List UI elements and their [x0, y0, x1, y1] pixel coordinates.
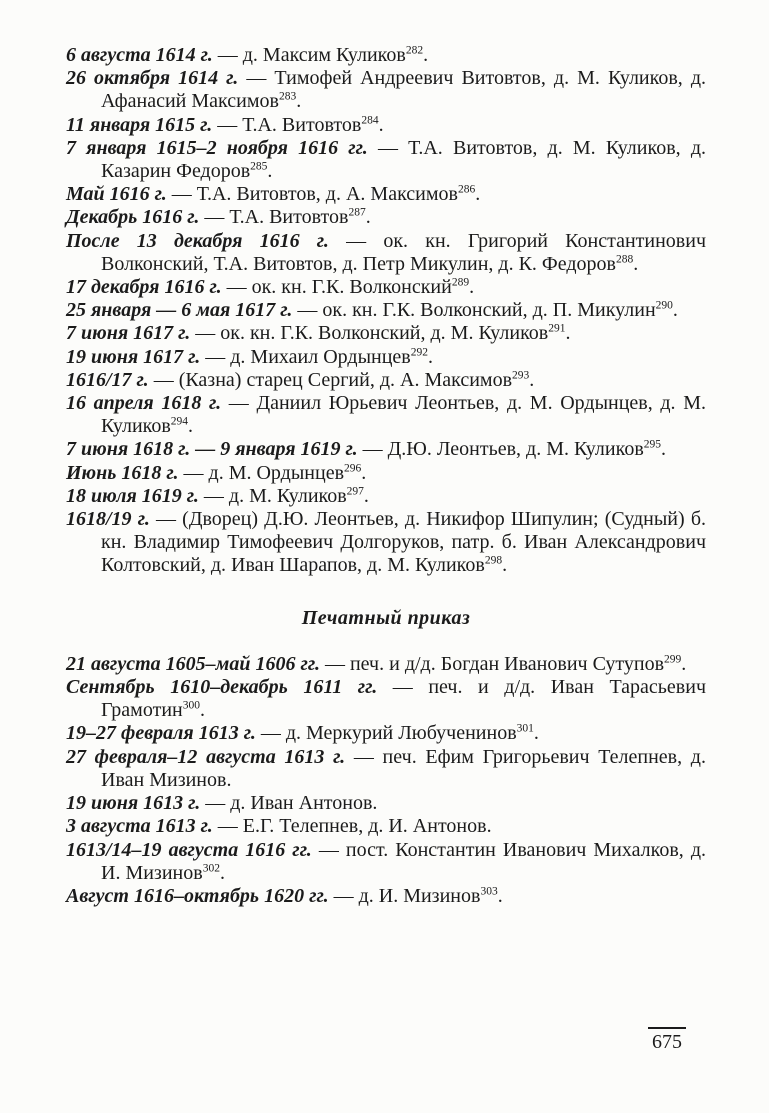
entry: [66, 206, 706, 229]
entry: [66, 792, 706, 815]
entry-text: — Даниил Юрьевич Леонтьев, д. М. Ордынцев, д. М. Куликов: [101, 392, 706, 438]
text-block: [66, 44, 706, 908]
entry-tail: .: [502, 554, 508, 577]
entry-date: 1616/17 г.: [66, 368, 149, 391]
entry-date: 1618/19 г.: [66, 508, 150, 531]
entry-date: 7 июня 1617 г.: [66, 322, 191, 345]
entry-text: — д. М. Куликов: [198, 484, 347, 507]
entry-tail: .: [475, 183, 481, 206]
entry: [66, 276, 706, 299]
entry-date: Май 1616 г.: [66, 183, 167, 206]
entry: [66, 653, 706, 676]
footnote-ref: 289: [451, 276, 470, 289]
entry-text: — (Казна) старец Сергий, д. А. Максимов: [148, 368, 513, 391]
entry: [66, 183, 706, 206]
entry-text: — ок. кн. Г.К. Волконский, д. П. Микулин: [292, 299, 656, 322]
footnote-ref: 292: [410, 345, 428, 358]
entry-text: — д. И. Мизинов: [328, 884, 481, 907]
footnote-ref: 285: [250, 160, 268, 173]
entry-text: — печ. и д/д. Иван Тарасьевич Грамотин: [101, 676, 707, 722]
entry-date: 25 января — 6 мая 1617 г.: [66, 299, 293, 322]
entry-tail: .: [296, 90, 302, 113]
entry-date: 26 октября 1614 г.: [66, 67, 239, 90]
section-entries-pechatny-prikaz: [66, 653, 706, 908]
footnote-ref: 283: [278, 90, 297, 103]
entry-text: — Д.Ю. Леонтьев, д. М. Куликов: [357, 438, 644, 461]
entry-tail: .: [497, 884, 503, 907]
footnote-ref: 291: [548, 322, 566, 335]
entry-text: — д. Михаил Ордынцев: [200, 345, 411, 368]
entry-text: — д. Меркурий Любученинов: [255, 722, 517, 745]
footnote-ref: 297: [346, 485, 364, 498]
entry-date: 7 июня 1618 г. — 9 января 1619 г.: [66, 438, 358, 461]
entry-date: 21 августа 1605–май 1606 гг.: [66, 652, 320, 675]
footnote-ref: 299: [664, 653, 682, 666]
entry-date: 7 января 1615–2 ноября 1616 гг.: [66, 136, 368, 159]
entry-date: 19 июня 1617 г.: [66, 345, 201, 368]
entry-text: — печ. Ефим Григорьевич Телепнев, д. Иван Мизинов.: [101, 745, 706, 791]
entry: [66, 322, 706, 345]
entry-text: — (Дворец) Д.Ю. Леонтьев, д. Никифор Шипулин; (Судный) б. кн. Владимир Тимофеевич Долгоруков, патр. б. Иван Александрович Колтовский, д. Иван Шарапов, д. М. Куликов: [101, 508, 706, 577]
entry-text: — ок. кн. Г.К. Волконский, д. М. Куликов: [190, 322, 549, 345]
entry-text: — д. Максим Куликов: [212, 44, 406, 66]
footnote-ref: 293: [512, 369, 530, 382]
entry-tail: .: [565, 322, 571, 345]
entry: [66, 392, 706, 438]
entry-tail: .: [427, 345, 433, 368]
footnote-ref: 288: [615, 253, 634, 266]
entry-text: — д. М. Ордынцев: [178, 461, 345, 484]
entry-date: Июнь 1618 г.: [66, 461, 179, 484]
entry-date: Декабрь 1616 г.: [66, 206, 200, 229]
entry-text: — ок. кн. Григорий Константинович Волконский, Т.А. Витовтов, д. Петр Микулин, д. К. Федоров: [101, 229, 707, 275]
entry: [66, 485, 706, 508]
entry-text: — печ. и д/д. Богдан Иванович Сутупов: [319, 652, 665, 675]
entry: [66, 438, 706, 461]
entry-tail: .: [633, 252, 639, 275]
entry-tail: .: [267, 160, 273, 183]
entry-text: — Т.А. Витовтов: [199, 206, 349, 229]
entry-text: — д. Иван Антонов.: [200, 792, 378, 815]
entry: [66, 722, 706, 745]
entry-tail: .: [681, 652, 687, 675]
entry-tail: .: [423, 44, 429, 66]
entry-tail: .: [363, 484, 369, 507]
entry-text: — Т.А. Витовтов: [212, 113, 362, 136]
entry-tail: .: [219, 861, 225, 884]
entry-date: Сентябрь 1610–декабрь 1611 гг.: [66, 676, 378, 699]
entry-date: 3 августа 1613 г.: [66, 815, 213, 838]
entry: [66, 508, 706, 578]
entry-date: 1613/14–19 августа 1616 гг.: [66, 838, 312, 861]
entry-tail: .: [661, 438, 667, 461]
footnote-ref: 302: [202, 862, 220, 875]
entry-text: — Тимофей Андреевич Витовтов, д. М. Куликов, д. Афанасий Максимов: [101, 67, 707, 113]
entry-date: 17 декабря 1616 г.: [66, 276, 222, 299]
entry: [66, 346, 706, 369]
entry-date: После 13 декабря 1616 г.: [66, 229, 329, 252]
entry-date: 11 января 1615 г.: [66, 113, 213, 136]
entry: [66, 299, 706, 322]
page-number: 675: [648, 1027, 686, 1054]
footnote-ref: 296: [344, 462, 362, 474]
entry: [66, 839, 706, 885]
entry-date: 16 апреля 1618 г.: [66, 392, 222, 415]
entry-tail: .: [361, 461, 367, 484]
entry-date: 19 июня 1613 г.: [66, 792, 201, 815]
entry-tail: .: [199, 699, 205, 722]
entry: [66, 462, 706, 485]
entry-date: 19–27 февраля 1613 г.: [66, 722, 256, 745]
entry-text: — Т.А. Витовтов, д. М. Куликов, д. Казарин Федоров: [101, 136, 706, 183]
footnote-ref: 290: [655, 299, 673, 312]
entry: [66, 885, 706, 908]
footnote-ref: 300: [182, 699, 200, 712]
entry: [66, 67, 706, 113]
section-heading-pechatny-prikaz: Печатный приказ: [301, 606, 471, 629]
footnote-ref: 298: [484, 554, 503, 567]
entry: [66, 746, 706, 792]
entry-date: 6 августа 1614 г.: [66, 44, 213, 66]
entry-text: — Т.А. Витовтов, д. А. Максимов: [166, 183, 458, 206]
entry-text: — пост. Константин Иванович Михалков, д. И. Мизинов: [101, 838, 706, 884]
entry-tail: .: [378, 113, 384, 136]
footnote-ref: 301: [516, 722, 534, 735]
footnote-ref: 284: [361, 113, 379, 126]
entry: [66, 114, 706, 137]
entry: [66, 815, 706, 838]
section-entries-first: [66, 44, 706, 578]
entry-tail: .: [469, 276, 475, 299]
entry-date: 18 июля 1619 г.: [66, 484, 199, 507]
entry: [66, 137, 706, 183]
entry: [66, 44, 706, 67]
entry-tail: .: [365, 206, 371, 229]
footnote-ref: 286: [457, 183, 476, 196]
entry-tail: .: [529, 368, 535, 391]
entry-text: — Е.Г. Телепнев, д. И. Антонов.: [212, 815, 492, 838]
entry: [66, 369, 706, 392]
footnote-ref: 282: [405, 44, 424, 57]
footnote-ref: 295: [643, 438, 662, 451]
entry-tail: .: [188, 415, 194, 438]
footnote-ref: 294: [170, 415, 189, 428]
entry: [66, 230, 706, 276]
entry-tail: .: [533, 722, 539, 745]
entry-text: — ок. кн. Г.К. Волконский: [221, 276, 452, 299]
entry: [66, 676, 706, 722]
entry-tail: .: [672, 299, 678, 322]
entry-date: Август 1616–октябрь 1620 гг.: [66, 884, 329, 907]
footnote-ref: 287: [348, 206, 366, 219]
footnote-ref: 303: [480, 885, 498, 898]
entry-date: 27 февраля–12 августа 1613 г.: [66, 745, 346, 768]
